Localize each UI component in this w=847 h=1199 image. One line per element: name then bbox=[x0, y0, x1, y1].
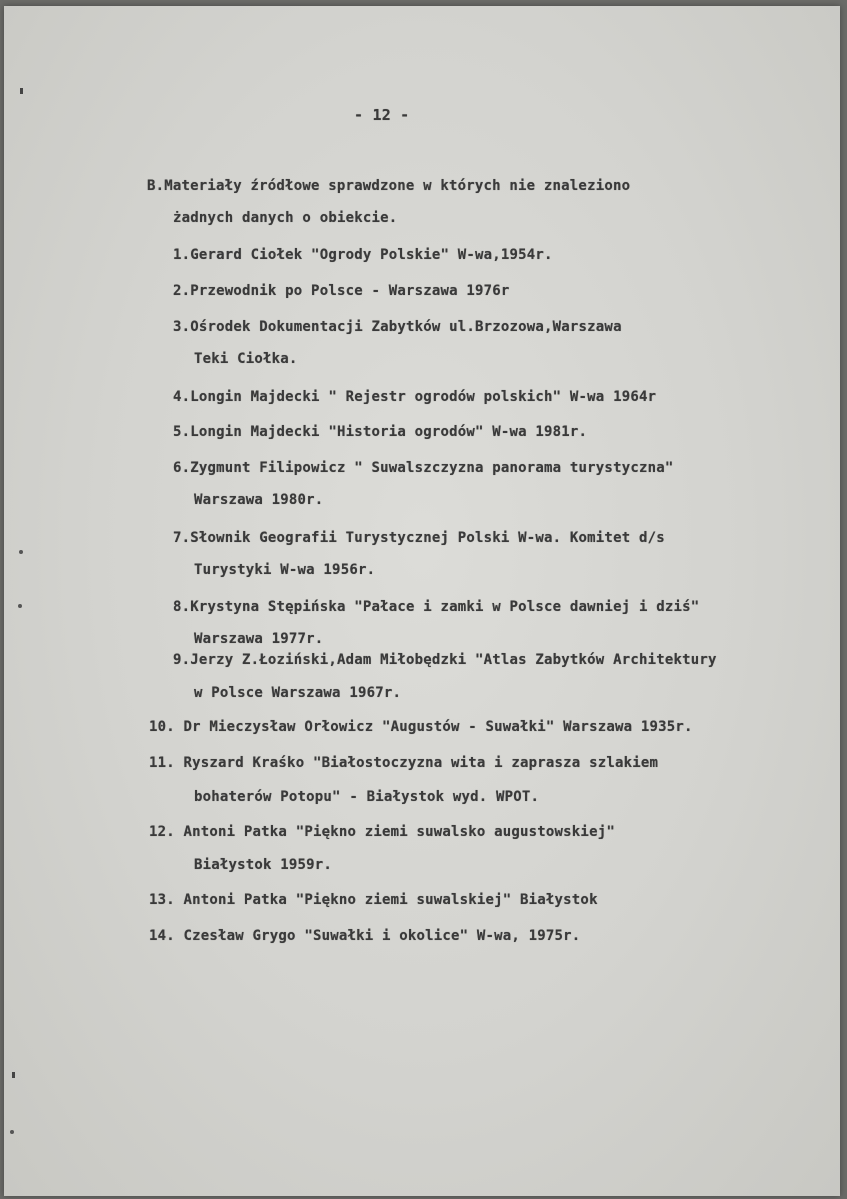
list-item-continued: w Polsce Warszawa 1967r. bbox=[194, 685, 402, 701]
list-item: 14. Czesław Grygo "Suwałki i okolice" W-wa, 1975r. bbox=[149, 928, 581, 944]
list-item: 11. Ryszard Kraśko "Białostoczyzna wita i zaprasza szlakiem bbox=[149, 755, 659, 771]
list-item: 6.Zygmunt Filipowicz " Suwalszczyzna panorama turystyczna" bbox=[173, 460, 674, 476]
list-item: 10. Dr Mieczysław Orłowicz "Augustów - Suwałki" Warszawa 1935r. bbox=[149, 719, 693, 735]
list-item: 2.Przewodnik po Polsce - Warszawa 1976r bbox=[173, 283, 510, 299]
scan-mark bbox=[20, 88, 23, 94]
list-item: 12. Antoni Patka "Piękno ziemi suwalsko augustowskiej" bbox=[149, 824, 615, 840]
document-page bbox=[4, 6, 840, 1196]
list-item-continued: Warszawa 1980r. bbox=[194, 492, 324, 508]
page-number: - 12 - bbox=[354, 106, 410, 124]
list-item: 7.Słownik Geografii Turystycznej Polski W-wa. Komitet d/s bbox=[173, 530, 665, 546]
list-item: 13. Antoni Patka "Piękno ziemi suwalskiej" Białystok bbox=[149, 892, 598, 908]
list-item: 4.Longin Majdecki " Rejestr ogrodów polskich" W-wa 1964r bbox=[173, 389, 657, 405]
list-item-continued: bohaterów Potopu" - Białystok wyd. WPOT. bbox=[194, 789, 540, 805]
list-item: 5.Longin Majdecki "Historia ogrodów" W-wa 1981r. bbox=[173, 424, 588, 440]
list-item: 8.Krystyna Stępińska "Pałace i zamki w Polsce dawniej i dziś" bbox=[173, 599, 700, 615]
scan-mark bbox=[10, 1130, 14, 1134]
list-item-continued: Białystok 1959r. bbox=[194, 857, 333, 873]
list-item-continued: Turystyki W-wa 1956r. bbox=[194, 562, 376, 578]
scan-mark bbox=[19, 550, 23, 554]
scan-mark bbox=[18, 604, 22, 608]
list-item: 9.Jerzy Z.Łoziński,Adam Miłobędzki "Atlas Zabytków Architektury bbox=[173, 652, 717, 668]
section-heading: B.Materiały źródłowe sprawdzone w których nie znaleziono bbox=[147, 178, 631, 194]
list-item: 1.Gerard Ciołek "Ogrody Polskie" W-wa,1954r. bbox=[173, 247, 553, 263]
list-item-continued: Teki Ciołka. bbox=[194, 351, 298, 367]
list-item: 3.Ośrodek Dokumentacji Zabytków ul.Brzozowa,Warszawa bbox=[173, 319, 622, 335]
list-item-continued: Warszawa 1977r. bbox=[194, 631, 324, 647]
scan-mark bbox=[12, 1072, 15, 1078]
section-heading-continued: żadnych danych o obiekcie. bbox=[173, 210, 398, 226]
